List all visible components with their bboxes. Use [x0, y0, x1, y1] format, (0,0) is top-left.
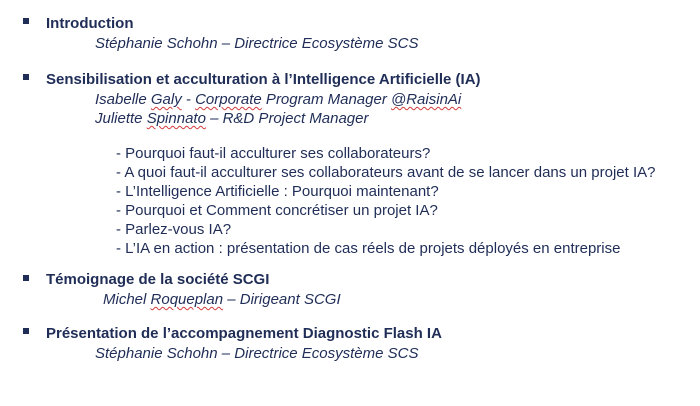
- topic-item: - Pourquoi faut-il acculturer ses collaborateurs?: [116, 145, 431, 162]
- bullet-icon: [23, 328, 29, 334]
- topic-item: - Parlez-vous IA?: [116, 221, 232, 238]
- speaker-line: Stéphanie Schohn – Directrice Ecosystème SCS: [95, 35, 419, 52]
- agenda-heading: Témoignage de la société SCGI: [46, 271, 270, 288]
- speaker-line: Juliette Spinnato – R&D Project Manager: [95, 110, 369, 127]
- agenda-heading: Introduction: [46, 15, 134, 32]
- topic-item: - A quoi faut-il acculturer ses collaborateurs avant de se lancer dans un projet IA?: [116, 164, 656, 181]
- bullet-icon: [23, 18, 29, 24]
- topic-item: - Pourquoi et Comment concrétiser un projet IA?: [116, 202, 438, 219]
- topic-item: - L’IA en action : présentation de cas réels de projets déployés en entreprise: [116, 240, 621, 257]
- speaker-line: Isabelle Galy - Corporate Program Manager @RaisinAi: [95, 91, 462, 108]
- agenda-heading: Présentation de l’accompagnement Diagnostic Flash IA: [46, 325, 442, 342]
- bullet-icon: [23, 275, 29, 281]
- agenda-heading: Sensibilisation et acculturation à l’Intelligence Artificielle (IA): [46, 71, 481, 88]
- topic-item: - L’Intelligence Artificielle : Pourquoi maintenant?: [116, 183, 439, 200]
- speaker-line: Michel Roqueplan – Dirigeant SCGI: [103, 291, 341, 308]
- bullet-icon: [23, 74, 29, 80]
- speaker-line: Stéphanie Schohn – Directrice Ecosystème SCS: [95, 345, 419, 362]
